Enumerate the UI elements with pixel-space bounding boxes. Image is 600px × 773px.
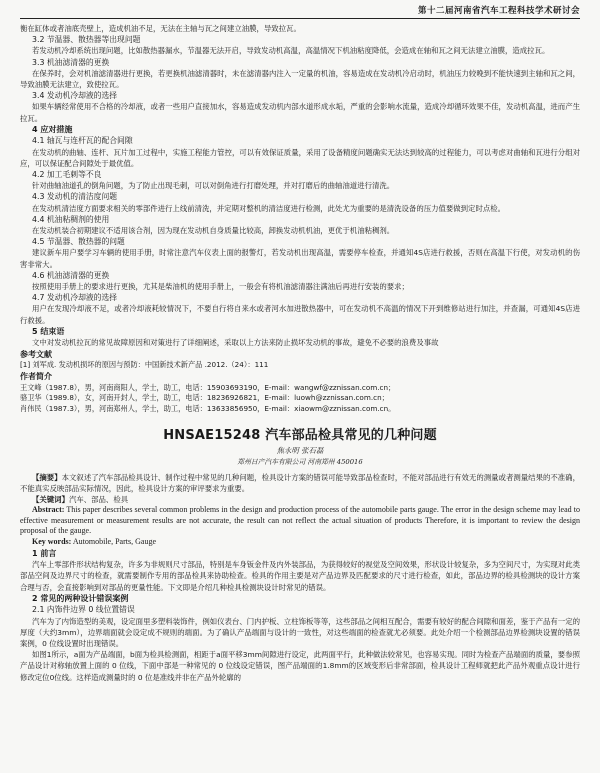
section-heading: 4 应对措施	[32, 124, 73, 134]
author-info-heading: 作者简介	[20, 372, 52, 382]
section-text: 按照使用手册上的要求进行更换，尤其是柴油机的使用手册上，一般会有将机油滤清器注满油后再进行安装的要求；	[32, 282, 409, 292]
section-text: 汽车上零部件形状结构复杂，许多为非规则尺寸部品，特别是车身钣金件及内外装部品，为获得较好的视觉及空间效果，形状设计较复杂，多为空间尺寸，为实现对此类部品空间及边界尺寸的检查，就需要制作专用的部品检具来协助检查。检具的作用主要是对产品边界及匹配要求的尺寸进行检查，如此，部品边界的检具检测块的设计方案合理与否，会直接影响到对部品的更量性能。下文即是介绍几种检具检测块设计时常见的错误。	[20, 560, 580, 592]
section-heading: 1 前言	[32, 548, 57, 558]
running-header: 第十二届河南省汽车工程科技学术研讨会	[20, 4, 580, 19]
section-heading: 4.3 发动机的清洁度问题	[32, 192, 118, 202]
section-text: 若发动机冷却系统出现问题，比如散热器漏水，节温器无法开启，导致发动机高温，高温情况下机油粘度降低，会造成在轴和瓦之间无法建立油膜，造成拉瓦。	[32, 46, 550, 56]
keywords-cn	[20, 494, 580, 505]
previous-article-body	[20, 23, 580, 415]
abstract-en-text: This paper describes several common problems in the design and production process of the automobile parts gauge. The error in the design scheme may lead to effective measurement or measurement results are not accurate, the result can not reflect the actual situation of products Therefore, it is important to review the design proposal of the gauge.	[20, 505, 580, 536]
section-text: 在保养时，会对机油滤清器进行更换，若更换机油滤清器时，未在滤清器内注入一定量的机油，容易造成在发动机冷启动时，机油压力较晚到不能快速到主轴和瓦之间，导致油膜无法建立，致使拉瓦。	[20, 68, 580, 90]
lead-paragraph: 衡在缸体或者油底壳壁上，造成机油不足，无法在主轴与瓦之间建立油膜，导致拉瓦。	[20, 24, 301, 33]
next-article	[20, 424, 580, 683]
section-heading: 3.3 机油滤清器的更换	[32, 57, 110, 67]
abstract-cn-label: 【摘要】	[32, 472, 62, 482]
section-text: 用户在发现冷却液不足，或者冷却液耗较情况下，不要自行将自来水或者河水加进散热器中，可在发动机不高温的情况下开到维修站进行加注，并查漏，可通知4S店进行救援。	[20, 304, 580, 325]
section-heading: 4.1 轴瓦与连杆瓦的配合间隙	[32, 136, 133, 146]
author-line: 王文峰（1987.8），男，河南商阳人，学士，助工，电话：15903693190，E-mail：wangwf@zznissan.com.cn；	[20, 382, 396, 392]
references-heading: 参考文献	[20, 349, 52, 359]
section-heading: 2.1 内饰件边界 0 线位置错误	[32, 605, 135, 615]
article-byline: 焦永明 张石磊	[276, 446, 324, 456]
abstract-en-label: Abstract:	[32, 505, 65, 515]
section-text: 在发动机装合初期建议不适用该合剂，因为现在发动机自身质量比较高，卸换发动机机油，更优于机油粘稠剂。	[32, 226, 395, 236]
section-heading: 4.6 机油滤清器的更换	[32, 270, 110, 280]
article-title: HNSAE15248 汽车部品检具常见的几种问题	[163, 428, 437, 444]
section-text: 如图1所示，a面为产品端面，b面为检具检测面，相距于a面平移3mm间隙进行设定，此两面平行，此种做法较常见，也容易实现。同时为检查产品端面的质量，要参照产品设计对称轴放置上面的 0 位线，下面中部是一种常见的 0 位线设定错误，图产品端面的1.8mm的区域变形后非常部面，检具设计工程师就把此产品外观重点设计进行修改定位0位线。这样造成测量时的 0 位是准线并非在产品外轮廓的	[20, 650, 580, 682]
section-heading: 4.2 加工毛刺等不良	[32, 170, 102, 180]
reference-item: [1] 刘军成. 发动机损坏的原因与预防：中国新技术新产品 .2012.（24）：111	[20, 360, 269, 370]
keywords-cn-text: 汽车、部品、检具	[68, 494, 129, 504]
keywords-en-label: Key words:	[32, 536, 72, 546]
section-heading: 5 结束语	[32, 326, 65, 336]
section-text: 汽车为了内饰造型的美观，设定面里多塑料装饰件，例如仪表台、门内护板、立柱饰板等等，这些部品之间相互配合，需要有较好的配合间隙和面差，鉴于产品有一定的厚度（大约3mm），边界端面就会设定成不规则的端面。为了确认产品端面与设计的一致性，对这些端面的检查就尤必须要。此处介绍一个检测部品边界检测块设置的错误案例，0 位线设置时出现错误。	[20, 616, 580, 648]
section-text: 如果车辆经常使用不合格的冷却液，或者一些用户直接加水，容易造成发动机内部水道形成水垢，严重的会影响水流量，造成冷却循环效果不佳，发动机高温，进而产生拉瓦。	[20, 102, 580, 123]
section-text: 在发动机的曲轴、连杆、瓦片加工过程中，实施工程能力管控，可以有效保证质量，采用了设备精度问题确实无法达到较高的过程能力，可以考虑对曲轴和瓦进行分组对应，可以保证配合间隙处于最优值。	[20, 147, 580, 168]
abstract-cn-text: 本文叙述了汽车部品检具设计、制作过程中常见的几种问题，检具设计方案的错误可能导致部品检查时，不能对部品进行有效无的测量或者测量结果的不准确，不能真实反映部品实际情况，因此，检具设计方案的审评要求为重要。	[20, 472, 580, 493]
section-text: 建议新车用户要学习车辆的使用手册，时常注意汽车仪表上面的报警灯，若发动机出现高温，需要停车检查，并通知4S店进行救援，否则在高温下行使，对发动机的伤害非常大。	[20, 248, 580, 269]
author-line: 肖伟民（1987.3），男，河南郑州人，学士，助工，电话：13633856950，E-mail：xiaowm@zznissan.com.cn。	[20, 404, 396, 414]
keywords-en	[20, 537, 580, 548]
section-heading: 4.4 机油粘稠剂的使用	[32, 214, 110, 224]
section-heading: 3.2 节温器、散热器等出现问题	[32, 35, 141, 45]
abstract-cn	[20, 472, 580, 494]
conclusion-text: 文中对发动机拉瓦的常见故障原因和对策进行了详细阐述，采取以上方法来防止损坏发动机的事故，避免不必要的浪费及事故	[32, 338, 439, 348]
author-line: 骆卫华（1989.8），女，河南开封人，学士，助工，电话：18236926821，E-mail：luowh@zznissan.com.cn；	[20, 393, 389, 403]
keywords-en-text: Automobile, Parts, Gauge	[72, 536, 156, 546]
section-heading: 4.7 发动机冷却液的选择	[32, 293, 118, 303]
section-heading: 3.4 发动机冷却液的选择	[32, 91, 118, 101]
section-text: 在发动机清洁度方面要求相关的零部件进行上线前清洗，并定期对整机的清洁度进行检测，此处尤为重要的是清洗设备的压力值要做到定时点检。	[32, 203, 506, 213]
abstract-en	[20, 505, 580, 537]
section-heading: 2 常见的两种设计错误案例	[32, 593, 129, 603]
article-affiliation: 郑州日产汽车有限公司 河南郑州 450016	[237, 457, 363, 466]
section-text: 针对曲轴油道孔的倒角问题，为了防止出现毛刺，可以对倒角进行打磨处理，并对打磨后的曲轴油道进行清洗。	[32, 181, 395, 191]
keywords-cn-label: 【关键词】	[32, 494, 69, 504]
section-heading: 4.5 节温器、散热器的问题	[32, 237, 125, 247]
